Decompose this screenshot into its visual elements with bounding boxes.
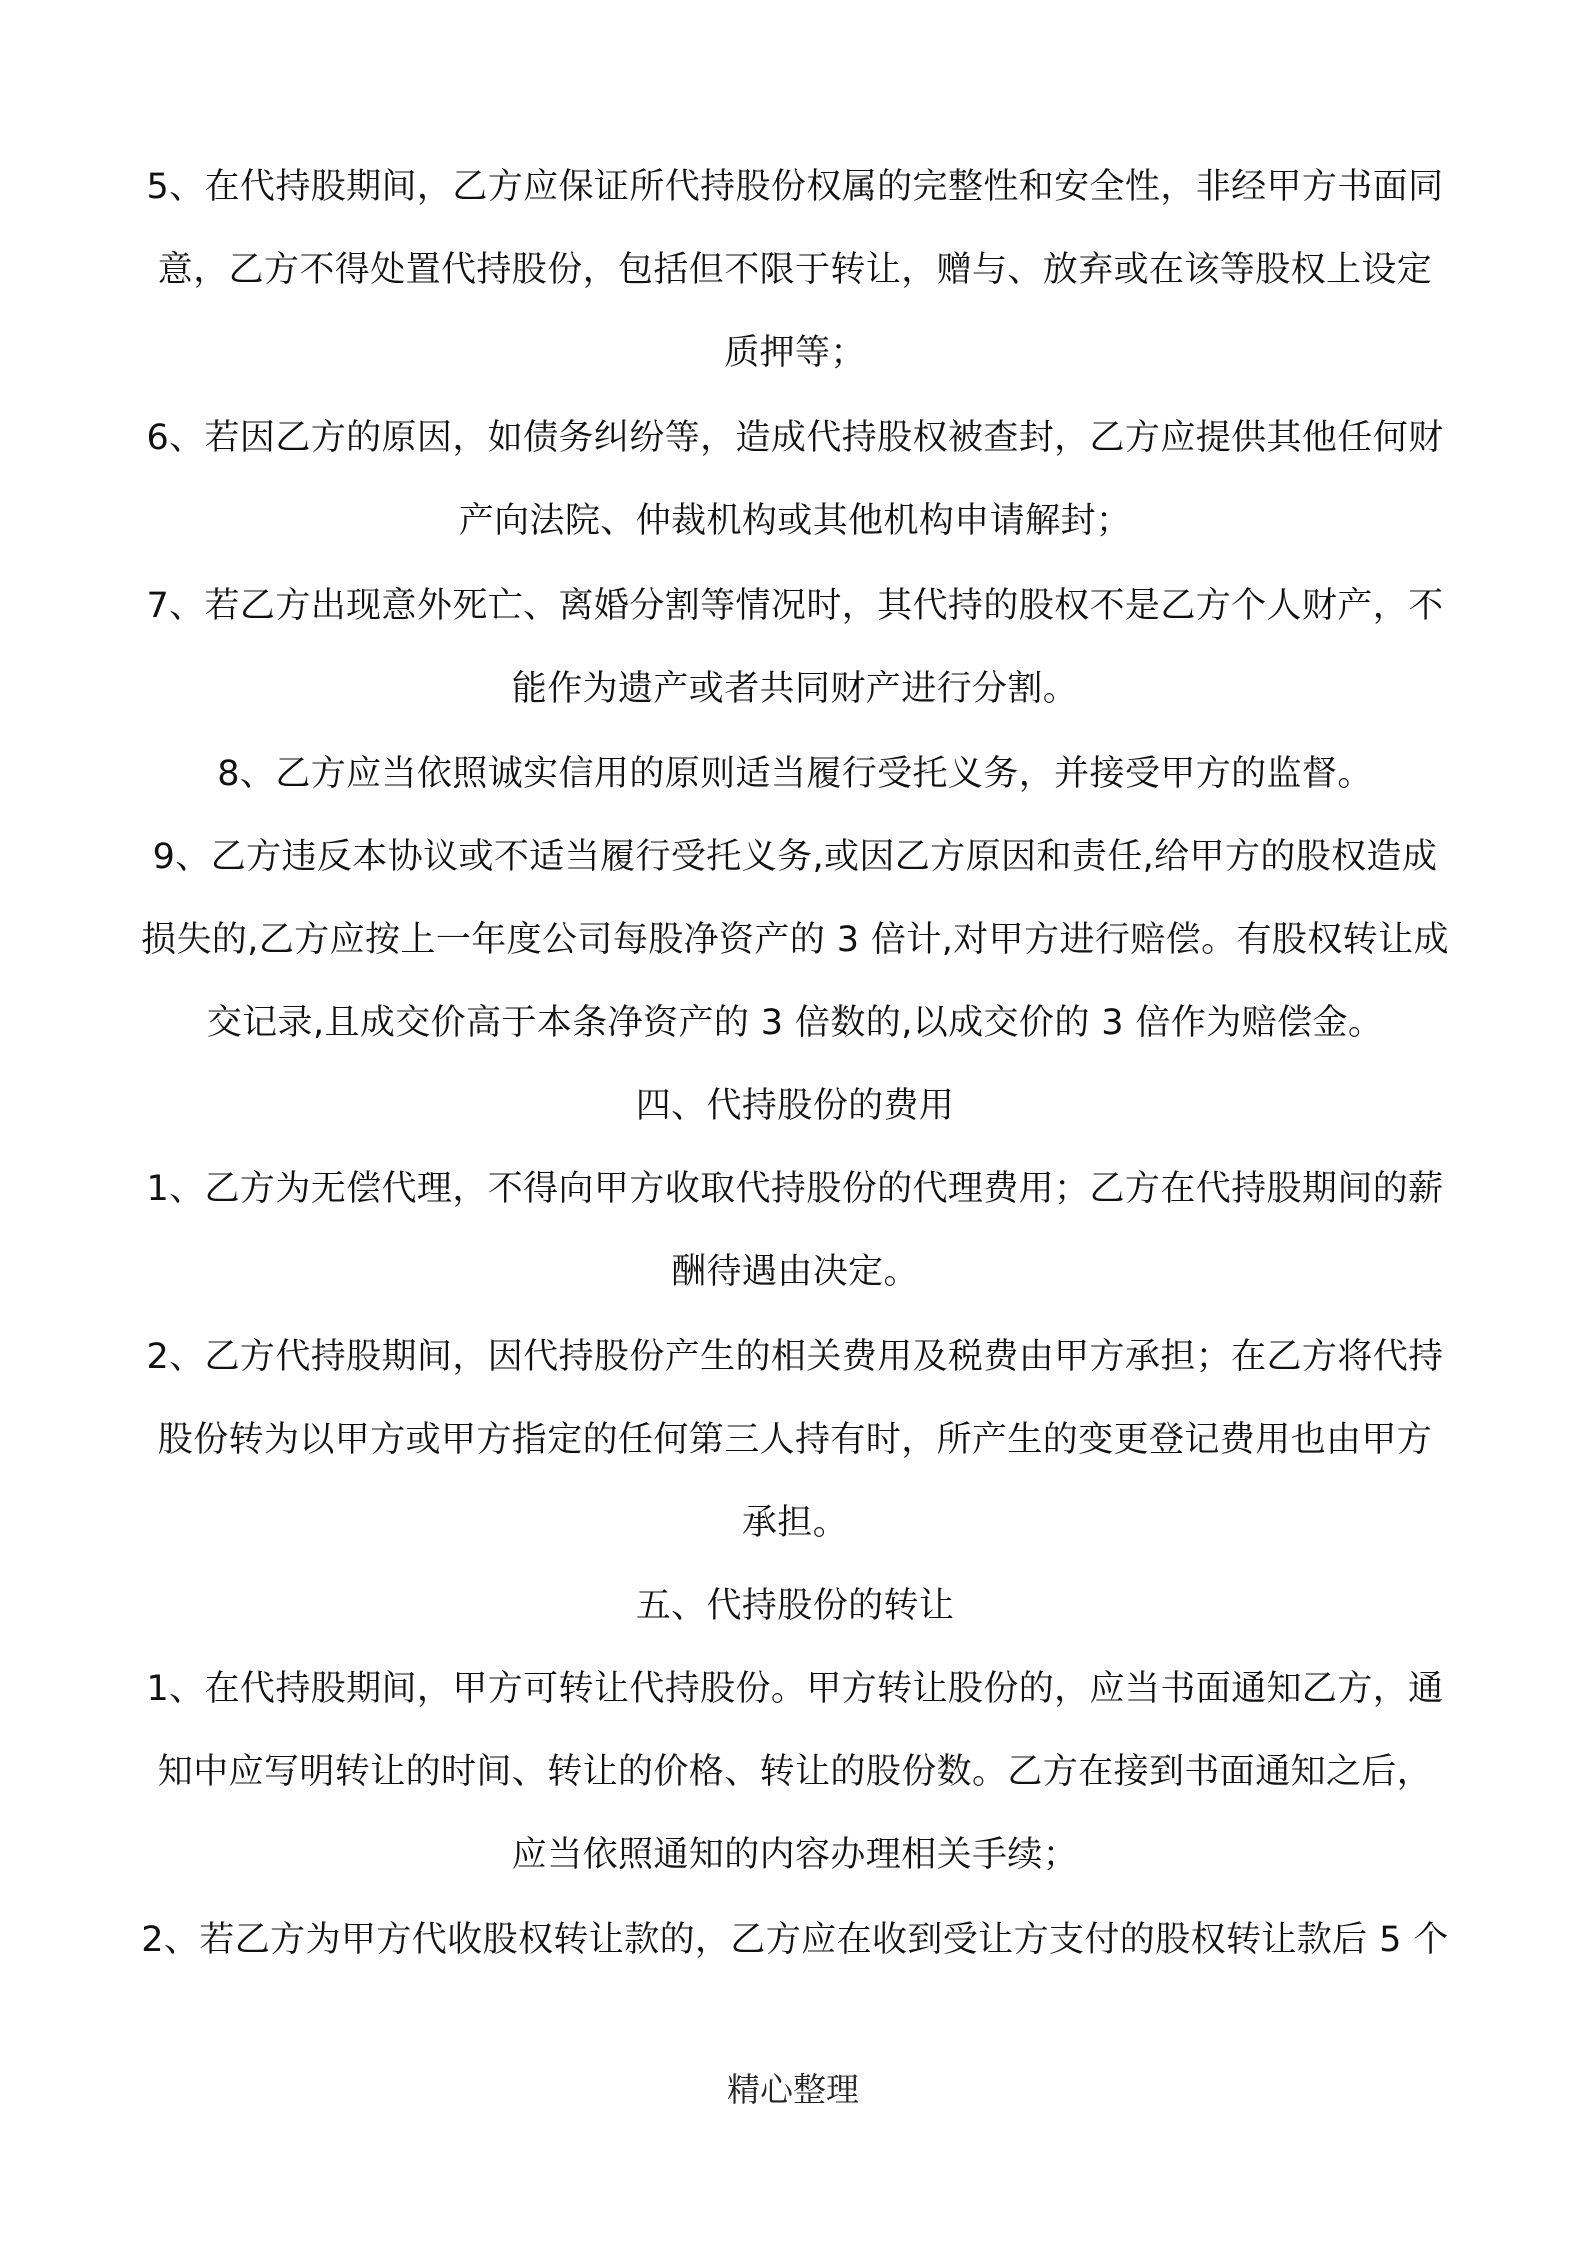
text-line: 9、乙方违反本协议或不适当履行受托义务,或因乙方原因和责任,给甲方的股权造成 [152, 837, 1438, 877]
text-line: 8、乙方应当依照诚实信用的原则适当履行受托义务，并接受甲方的监督。 [217, 754, 1373, 794]
text-line: 质押等； [724, 333, 866, 373]
text-line: 1、在代持股期间，甲方可转让代持股份。甲方转让股份的，应当书面通知乙方，通 [146, 1669, 1444, 1709]
text-line: 股份转为以甲方或甲方指定的任何第三人持有时，所产生的变更登记费用也由甲方 [157, 1420, 1433, 1460]
text-line: 7、若乙方出现意外死亡、离婚分割等情况时，其代持的股权不是乙方个人财产，不 [146, 586, 1444, 626]
text-line: 酬待遇由决定。 [671, 1252, 919, 1292]
section-heading: 四、代持股份的费用 [635, 1086, 955, 1126]
text-line: 知中应写明转让的时间、转让的价格、转让的股份数。乙方在接到书面通知之后， [157, 1752, 1433, 1792]
document-body [110, 162, 1480, 1965]
text-line: 1、乙方为无偿代理，不得向甲方收取代持股份的代理费用；乙方在代持股期间的薪 [146, 1169, 1444, 1209]
text-line: 2、乙方代持股期间，因代持股份产生的相关费用及税费由甲方承担；在乙方将代持 [146, 1337, 1444, 1377]
page-footer: 精心整理 [727, 2070, 859, 2109]
text-line: 能作为遗产或者共同财产进行分割。 [511, 669, 1079, 709]
text-line: 损失的,乙方应按上一年度公司每股净资产的 3 倍计,对甲方进行赔偿。有股权转让成 [141, 920, 1449, 960]
text-line: 5、在代持股期间，乙方应保证所代持股份权属的完整性和安全性，非经甲方书面同 [146, 167, 1444, 207]
text-line: 产向法院、仲裁机构或其他机构申请解封； [458, 501, 1132, 541]
text-line: 应当依照通知的内容办理相关手续； [511, 1835, 1079, 1875]
text-line: 6、若因乙方的原因，如债务纠纷等，造成代持股权被查封，乙方应提供其他任何财 [146, 418, 1444, 458]
text-line: 意，乙方不得处置代持股份，包括但不限于转让，赠与、放弃或在该等股权上设定 [157, 250, 1433, 290]
text-line: 交记录,且成交价高于本条净资产的 3 倍数的,以成交价的 3 倍作为赔偿金。 [206, 1003, 1384, 1043]
text-line: 承担。 [741, 1503, 849, 1543]
section-heading: 五、代持股份的转让 [635, 1586, 955, 1626]
text-line: 2、若乙方为甲方代收股权转让款的，乙方应在收到受让方支付的股权转让款后 5 个 [141, 1920, 1449, 1960]
